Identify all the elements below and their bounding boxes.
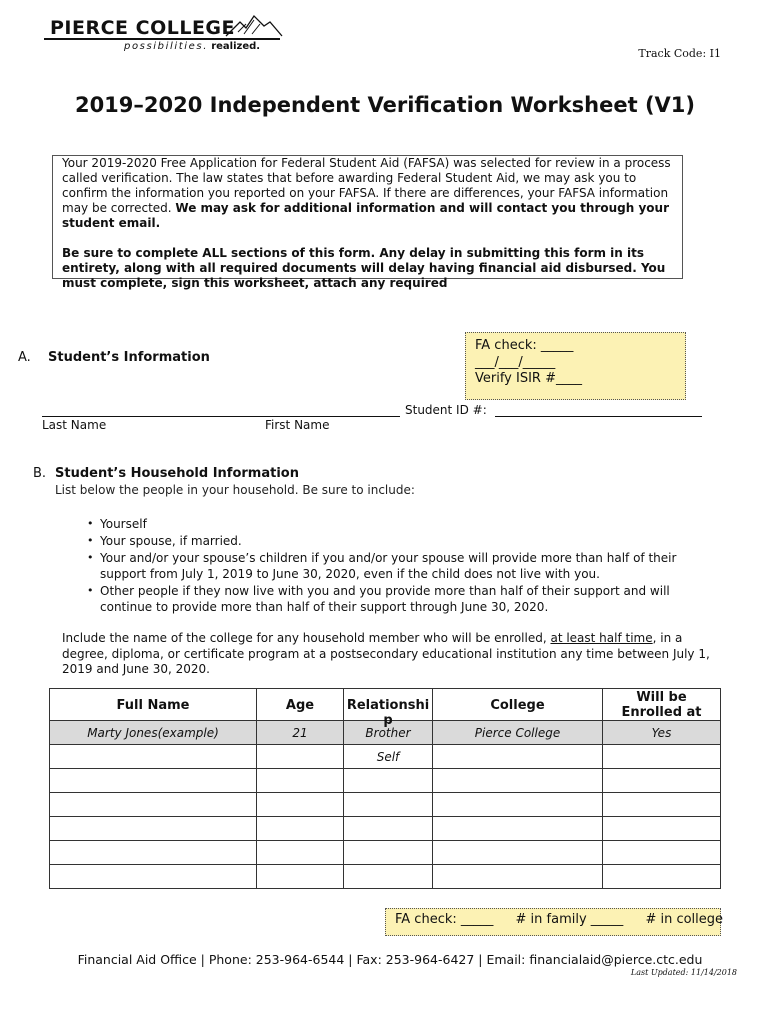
table-cell: Brother	[344, 721, 433, 745]
section-a-title: Student’s Information	[48, 350, 210, 365]
table-cell[interactable]	[603, 841, 721, 865]
table-cell[interactable]	[257, 745, 344, 769]
tagline-italic: possibilities.	[124, 41, 208, 52]
include-text-after: , in a degree, diploma, or certificate program at a postsecondary educational institution any time between July 1, 2019 and June 30, 2020.	[62, 631, 710, 676]
tagline-bold: realized.	[211, 41, 261, 52]
table-cell[interactable]	[603, 769, 721, 793]
fa-check-line: FA check: _____	[475, 338, 574, 353]
table-cell[interactable]	[50, 793, 257, 817]
table-row	[50, 817, 721, 841]
logo-college-name: PIERCE COLLEGE	[50, 17, 236, 39]
intro-paragraph-2: Be sure to complete ALL sections of this form. Any delay in submitting this form in its entirety, along with all required documents will delay having financial aid disbursed. You must complete, sign this worksheet, attach any required	[62, 246, 666, 290]
header-full-name	[50, 689, 257, 721]
pierce-college-logo	[44, 16, 284, 56]
table-cell[interactable]	[344, 793, 433, 817]
logo-rule	[44, 38, 280, 40]
table-cell[interactable]	[433, 841, 603, 865]
last-name-label: Last Name	[42, 418, 107, 432]
table-cell[interactable]	[257, 769, 344, 793]
intro-text-plain: Your 2019-2020 Free Application for Federal Student Aid (FAFSA) was selected for review in a process called verification. The law states that before awarding Federal Student Aid, we may ask you to confirm the information you reported on your FAFSA. If there are differences, your FAFSA information may be corrected.	[62, 156, 671, 215]
header-college-text: College	[490, 697, 545, 713]
section-b-letter: B.	[33, 466, 47, 481]
page-title: 2019–2020 Independent Verification Worksheet (V1)	[74, 93, 696, 117]
last-updated: Last Updated: 11/14/2018	[630, 968, 737, 977]
table-row	[50, 745, 721, 769]
table-cell: 21	[257, 721, 344, 745]
section-b-title: Student’s Household Information	[55, 466, 299, 481]
section-a-letter: A.	[18, 350, 31, 365]
table-header-row	[50, 689, 721, 721]
student-id-label: Student ID #:	[405, 403, 487, 417]
mountain-logo-icon	[224, 14, 284, 38]
table-cell[interactable]	[344, 817, 433, 841]
list-item: • Your spouse, if married.	[87, 533, 707, 549]
intro-text-bold: We may ask for additional information and will contact you through your student email.	[62, 201, 669, 230]
fa-check-field: FA check: _____	[395, 912, 494, 927]
table-cell[interactable]	[50, 769, 257, 793]
table-cell[interactable]	[50, 865, 257, 889]
table-cell: Yes	[603, 721, 721, 745]
table-cell[interactable]	[50, 745, 257, 769]
table-cell[interactable]	[433, 769, 603, 793]
header-relationship-text: Relationship	[346, 697, 430, 728]
name-input-line[interactable]	[42, 416, 400, 417]
logo-tagline	[124, 41, 260, 52]
table-cell[interactable]	[603, 817, 721, 841]
first-name-label: First Name	[265, 418, 330, 432]
table-row	[50, 841, 721, 865]
table-cell: Pierce College	[433, 721, 603, 745]
table-cell[interactable]	[257, 817, 344, 841]
section-b-subheading: List below the people in your household. Be sure to include:	[55, 483, 415, 497]
section-b-heading	[33, 466, 299, 481]
section-a-heading	[18, 350, 210, 365]
table-row	[50, 769, 721, 793]
include-college-instructions	[62, 631, 712, 678]
table-cell[interactable]	[50, 817, 257, 841]
track-code: Track Code: I1	[638, 47, 721, 60]
include-text-underlined: at least half time	[550, 631, 653, 645]
student-id-input-line[interactable]	[495, 416, 702, 417]
table-cell[interactable]	[433, 793, 603, 817]
table-cell: Self	[344, 745, 433, 769]
intro-notice-box	[52, 155, 683, 290]
table-cell[interactable]	[433, 817, 603, 841]
table-cell[interactable]	[50, 841, 257, 865]
verify-isir-line: Verify ISIR #____	[475, 371, 582, 386]
table-cell[interactable]	[603, 745, 721, 769]
fa-date-line: ___/___/_____	[475, 354, 556, 370]
table-row	[50, 793, 721, 817]
table-cell[interactable]	[257, 865, 344, 889]
intro-paragraph-1	[62, 156, 674, 231]
header-age	[257, 689, 344, 721]
include-text-before: Include the name of the college for any household member who will be enrolled,	[62, 631, 551, 645]
table-cell[interactable]	[433, 865, 603, 889]
table-cell[interactable]	[257, 793, 344, 817]
header-full-name-text: Full Name	[116, 697, 190, 713]
household-include-list	[87, 516, 707, 616]
header-will-be-enrolled-text: Will be Enrolled at	[621, 689, 702, 720]
table-cell[interactable]	[603, 865, 721, 889]
table-cell[interactable]	[433, 745, 603, 769]
header-relationship	[344, 689, 433, 728]
header-will-be-enrolled	[603, 689, 721, 721]
table-cell[interactable]	[603, 793, 721, 817]
table-cell: Marty Jones(example)	[50, 721, 257, 745]
table-cell[interactable]	[344, 865, 433, 889]
table-cell[interactable]	[344, 769, 433, 793]
fa-check-box-top	[465, 332, 686, 400]
table-row	[50, 865, 721, 889]
footer-contact: Financial Aid Office | Phone: 253-964-6544 | Fax: 253-964-6427 | Email: financialaid@pierce.ctc.edu	[77, 952, 703, 967]
list-item: • Yourself	[87, 516, 707, 532]
list-item: • Other people if they now live with you and you provide more than half of their support and will continue to provide more than half of their support through June 30, 2020.	[87, 583, 707, 615]
header-age-text: Age	[285, 697, 315, 713]
table-cell[interactable]	[257, 841, 344, 865]
header-college	[433, 689, 603, 721]
table-cell[interactable]	[344, 841, 433, 865]
in-college-field: # in college	[645, 912, 724, 927]
in-family-field: # in family _____	[515, 912, 624, 927]
list-item: • Your and/or your spouse’s children if you and/or your spouse will provide more than half of their support from July 1, 2019 to June 30, 2020, even if the child does not live with you.	[87, 550, 707, 582]
household-table	[49, 688, 721, 889]
fa-check-box-bottom	[385, 908, 724, 936]
